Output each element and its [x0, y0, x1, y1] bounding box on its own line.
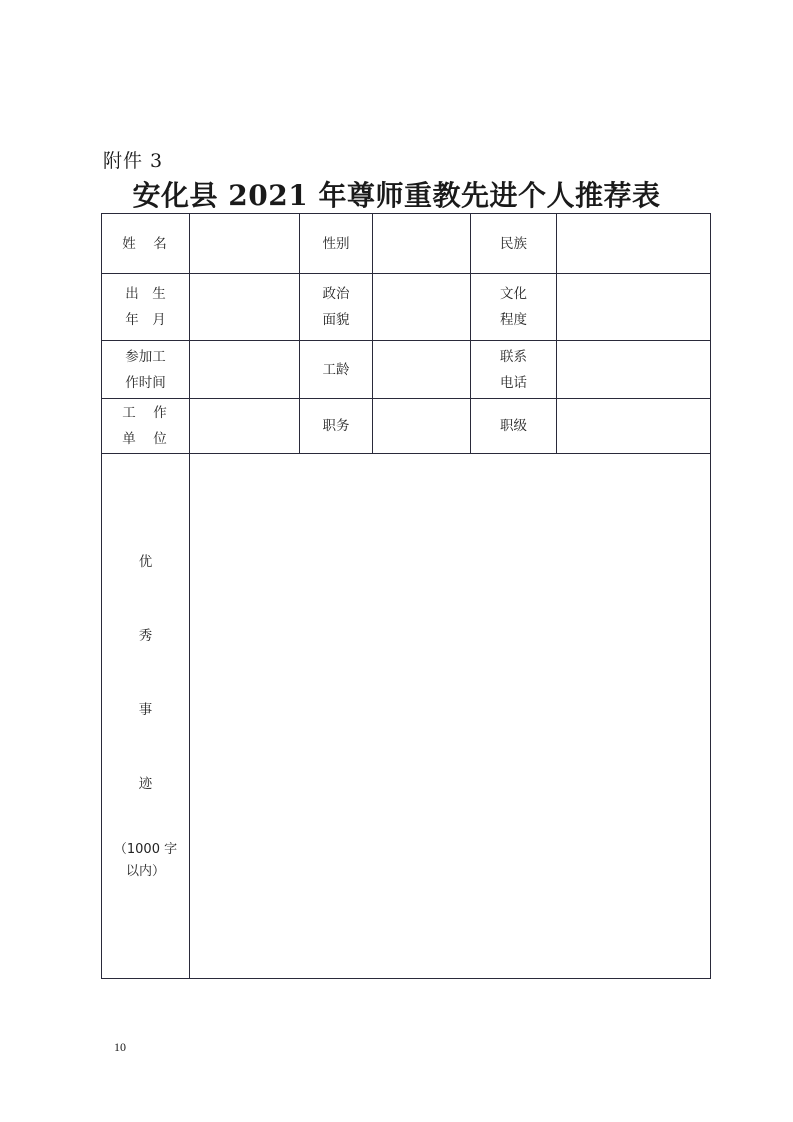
birth-label-line1: 出 生 — [125, 286, 166, 302]
deeds-label-char-3: 事 — [138, 702, 153, 718]
seniority-label: 工龄 — [300, 341, 373, 399]
deeds-label-char-2: 秀 — [138, 628, 153, 644]
political-label-line1: 政治 — [322, 286, 350, 302]
seniority-field[interactable] — [373, 341, 471, 399]
birth-label — [102, 274, 190, 341]
work-start-field[interactable] — [190, 341, 300, 399]
workplace-field[interactable] — [190, 399, 300, 454]
deeds-label-char-1: 优 — [138, 554, 153, 570]
political-label — [300, 274, 373, 341]
phone-label-line2: 电话 — [500, 374, 527, 391]
form-title: 安化县 2021 年尊师重教先进个人推荐表 — [132, 179, 661, 212]
attachment-label: 附件 3 — [103, 150, 164, 172]
recommendation-form-table — [101, 213, 711, 979]
page-number: 10 — [114, 1040, 126, 1054]
education-label-line2: 程度 — [500, 312, 527, 328]
row-deeds — [102, 454, 711, 979]
work-start-label — [102, 341, 190, 399]
workplace-label-line2: 单 位 — [122, 431, 169, 447]
gender-field[interactable] — [373, 214, 471, 274]
education-label — [471, 274, 557, 341]
row-work-start — [102, 341, 711, 399]
deeds-label-char-4: 迹 — [138, 776, 153, 792]
ethnicity-label: 民族 — [471, 214, 557, 274]
work-start-label-line2: 作时间 — [125, 374, 166, 391]
position-label: 职务 — [300, 399, 373, 454]
phone-label — [471, 341, 557, 399]
education-label-line1: 文化 — [500, 286, 527, 302]
education-field[interactable] — [557, 274, 711, 341]
workplace-label — [102, 399, 190, 454]
deeds-label — [102, 454, 190, 979]
row-name — [102, 214, 711, 274]
name-field[interactable] — [190, 214, 300, 274]
phone-label-line1: 联系 — [500, 348, 527, 365]
row-birth — [102, 274, 711, 341]
position-field[interactable] — [373, 399, 471, 454]
rank-label: 职级 — [471, 399, 557, 454]
political-label-line2: 面貌 — [322, 312, 350, 328]
political-field[interactable] — [373, 274, 471, 341]
deeds-word-limit-note: （1000 字以内） — [113, 842, 178, 879]
phone-field[interactable] — [557, 341, 711, 399]
name-label: 姓 名 — [102, 214, 190, 274]
workplace-label-line1: 工 作 — [122, 405, 169, 421]
birth-label-line2: 年 月 — [125, 312, 166, 328]
ethnicity-field[interactable] — [557, 214, 711, 274]
rank-field[interactable] — [557, 399, 711, 454]
deeds-field[interactable] — [190, 454, 711, 979]
birth-field[interactable] — [190, 274, 300, 341]
work-start-label-line1: 参加工 — [125, 348, 166, 365]
gender-label: 性别 — [300, 214, 373, 274]
row-workplace — [102, 399, 711, 454]
